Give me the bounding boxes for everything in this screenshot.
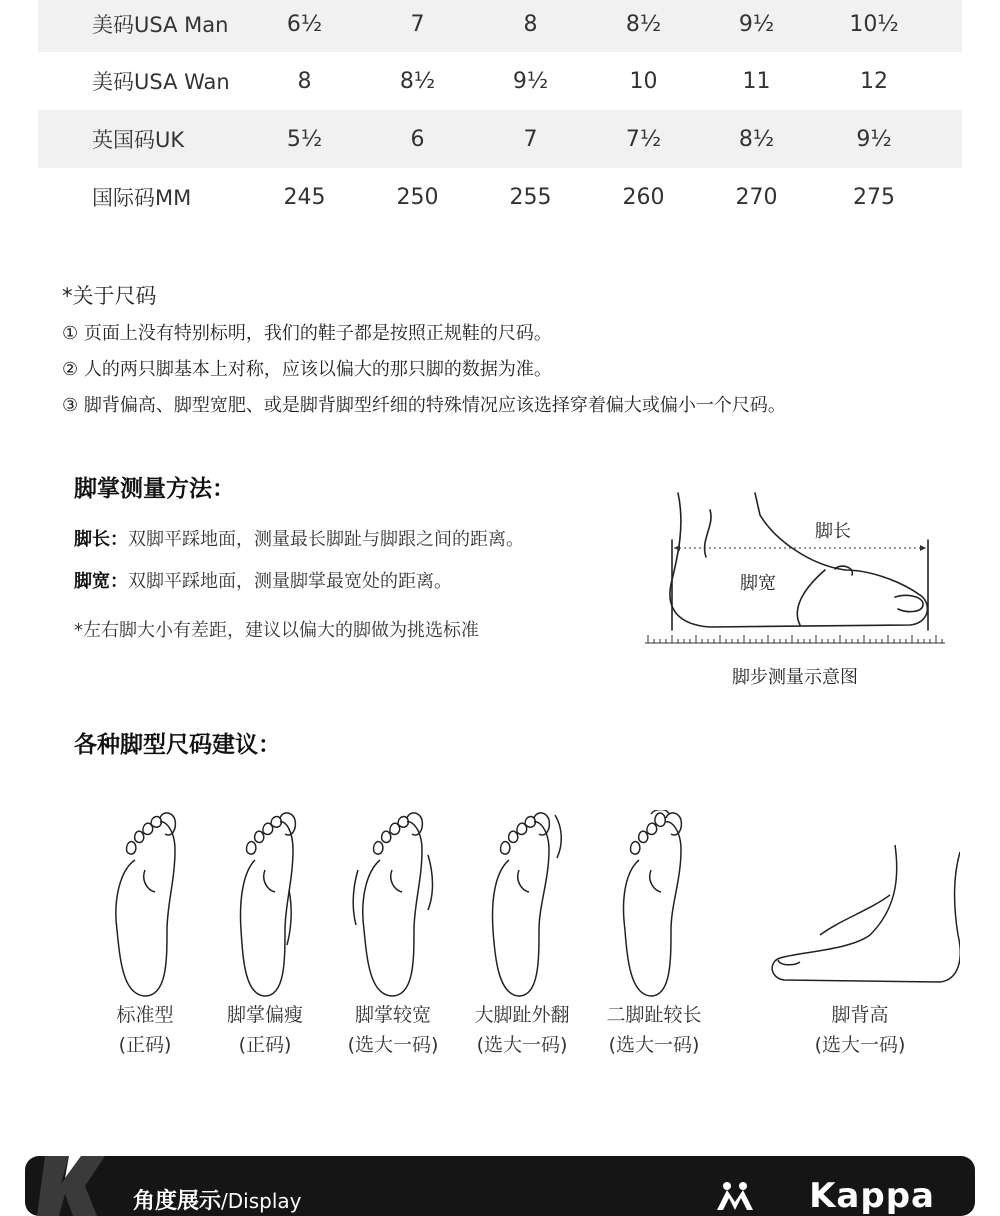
- side-foot-icon: [760, 810, 960, 1000]
- size-row-usa-wan: [38, 52, 962, 110]
- measure-title: 脚掌测量方法：: [74, 476, 235, 502]
- size-cell: 10: [629, 68, 658, 94]
- measure-width: [74, 567, 452, 593]
- foot-type-bunion: [462, 810, 582, 1060]
- size-row-uk: [38, 110, 962, 168]
- foot-type-advice: (正码): [238, 1034, 292, 1056]
- size-cell: 7½: [625, 126, 662, 152]
- foot-type-wide: [333, 810, 453, 1060]
- size-cell: 8½: [399, 68, 436, 94]
- row-label: 英国码UK: [92, 128, 185, 152]
- foot-type-advice: (正码): [118, 1034, 172, 1056]
- size-cell: 260: [622, 184, 665, 210]
- size-cell: 250: [396, 184, 439, 210]
- foot-type-advice: (选大一码): [476, 1034, 568, 1056]
- size-cell: 9½: [856, 126, 892, 152]
- foot-types-title: 各种脚型尺码建议：: [74, 732, 281, 758]
- diagram-caption: 脚步测量示意图: [732, 667, 858, 688]
- size-table: [38, 0, 962, 226]
- kappa-k-shape-icon: [25, 1156, 135, 1216]
- foot-type-standard: [85, 810, 205, 1060]
- foot-type-thin: [205, 810, 325, 1060]
- size-cell: 8½: [625, 11, 662, 37]
- foot-type-name: 脚掌较宽: [354, 1004, 431, 1026]
- size-row-usa-man: [38, 0, 962, 52]
- size-cell: 10½: [849, 11, 899, 37]
- side-foot-icon: [640, 485, 950, 655]
- foot-type-advice: (选大一码): [608, 1034, 700, 1056]
- measure-length-text: 双脚平踩地面，测量最长脚趾与脚跟之间的距离。: [128, 529, 524, 550]
- foot-sole-icon: [105, 810, 185, 1000]
- size-cell: 6½: [286, 11, 323, 37]
- size-notes: [62, 280, 786, 424]
- foot-type-advice: (选大一码): [347, 1034, 439, 1056]
- foot-type-name: 大脚趾外翻: [474, 1004, 570, 1026]
- notes-title: *关于尺码: [62, 284, 157, 308]
- foot-types: [0, 810, 1000, 1090]
- foot-sole-icon: [348, 810, 438, 1000]
- size-cell: 5½: [286, 126, 323, 152]
- measure-width-text: 双脚平踩地面，测量脚掌最宽处的距离。: [128, 571, 452, 592]
- foot-sole-icon: [225, 810, 305, 1000]
- size-cell: 7: [410, 11, 425, 37]
- measure-length: [74, 525, 524, 551]
- foot-type-name: 脚掌偏瘦: [226, 1004, 303, 1026]
- size-cell: 7: [523, 126, 538, 152]
- size-cell: 9½: [738, 11, 775, 37]
- kappa-omini-icon: [713, 1180, 757, 1216]
- size-cell: 8: [523, 11, 538, 37]
- foot-sole-icon: [609, 810, 699, 1000]
- note-item: ③ 脚背偏高、脚型宽肥、或是脚背脚型纤细的特殊情况应该选择穿着偏大或偏小一个尺码。: [62, 395, 786, 416]
- brand-logo-text: Kappa: [809, 1176, 935, 1216]
- measure-width-key: 脚宽：: [74, 571, 128, 592]
- banner-title-text: 角度展示: [133, 1189, 222, 1214]
- size-cell: 8: [297, 68, 312, 94]
- row-label: 美码USA Man: [92, 13, 229, 37]
- measure-tip: *左右脚大小有差距，建议以偏大的脚做为挑选标准: [74, 620, 479, 641]
- measure-length-key: 脚长：: [74, 529, 128, 550]
- size-cell: 12: [860, 68, 888, 94]
- display-banner: [25, 1156, 975, 1216]
- size-cell: 8½: [738, 126, 775, 152]
- foot-type-name: 标准型: [116, 1004, 174, 1026]
- diagram-width-label: 脚宽: [740, 573, 776, 594]
- diagram-length-label: 脚长: [815, 521, 851, 542]
- foot-type-name: 二脚趾较长: [606, 1004, 702, 1026]
- size-row-mm: [38, 168, 962, 226]
- foot-type-advice: (选大一码): [814, 1034, 906, 1056]
- note-item: ① 页面上没有特别标明，我们的鞋子都是按照正规鞋的尺码。: [62, 323, 552, 344]
- banner-subtitle: /Display: [221, 1189, 302, 1213]
- size-cell: 245: [283, 184, 326, 210]
- note-item: ② 人的两只脚基本上对称，应该以偏大的那只脚的数据为准。: [62, 359, 552, 380]
- row-label: 国际码MM: [92, 186, 192, 210]
- size-cell: 6: [410, 126, 425, 152]
- size-cell: 255: [509, 184, 552, 210]
- size-cell: 275: [853, 184, 895, 210]
- row-label: 美码USA Wan: [92, 70, 230, 94]
- size-cell: 9½: [512, 68, 549, 94]
- size-cell: 11: [742, 68, 771, 94]
- foot-type-name: 脚背高: [831, 1004, 889, 1026]
- foot-type-long-second-toe: [594, 810, 714, 1060]
- size-cell: 270: [735, 184, 778, 210]
- foot-type-high-instep: [740, 810, 980, 1060]
- foot-sole-icon: [477, 810, 567, 1000]
